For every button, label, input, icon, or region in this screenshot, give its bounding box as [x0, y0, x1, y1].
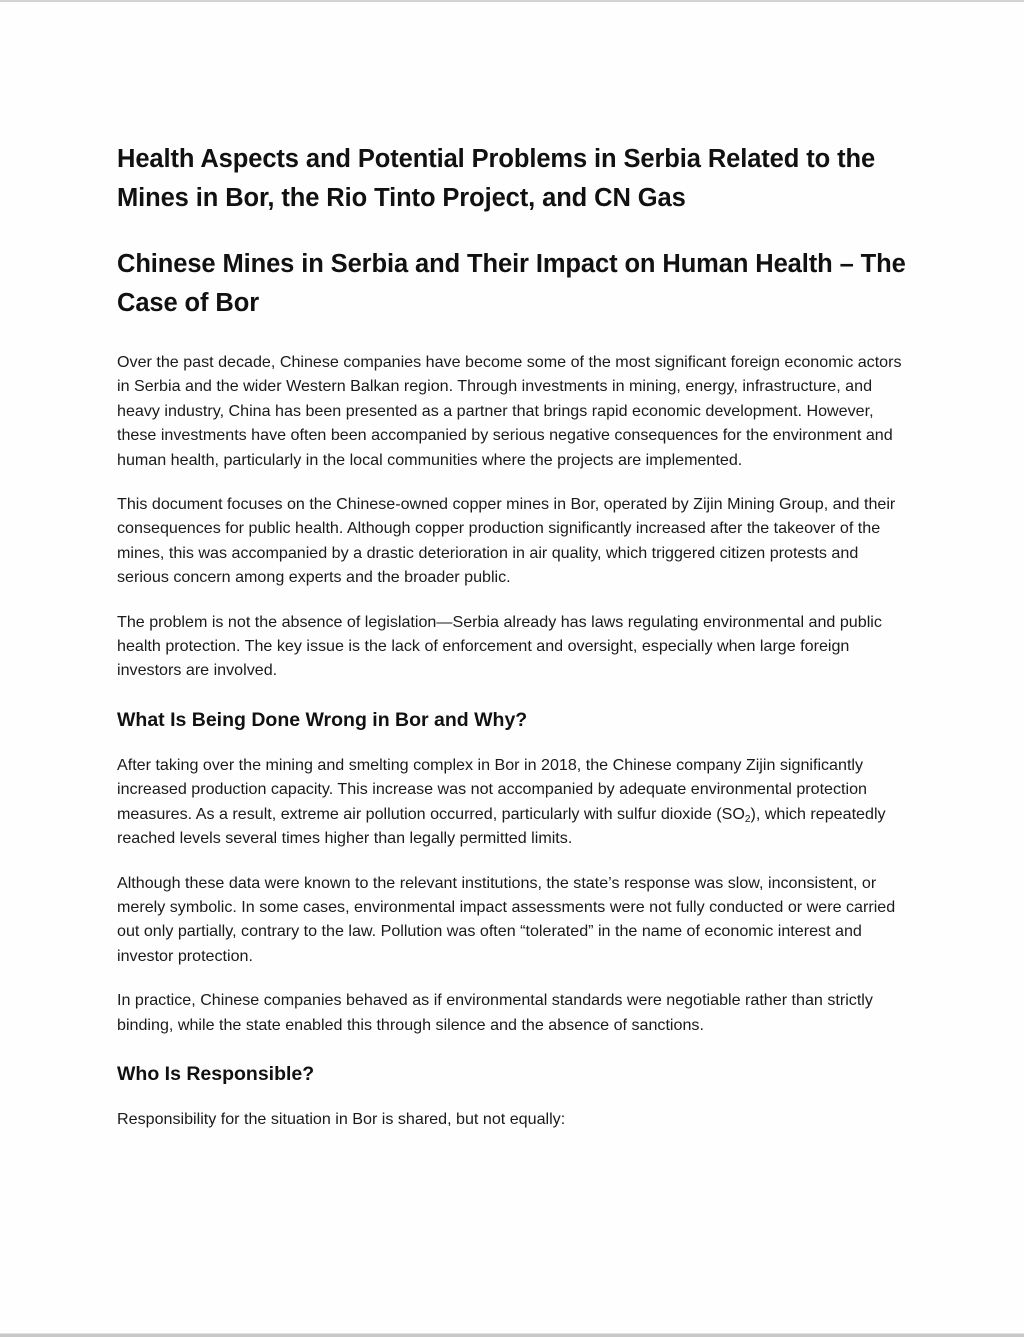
- page-top-border: [0, 0, 1024, 2]
- document-page: [117, 140, 907, 1131]
- document-subtitle: Chinese Mines in Serbia and Their Impact on Human Health – The Case of Bor: [117, 250, 906, 317]
- document-title: Health Aspects and Potential Problems in Serbia Related to the Mines in Bor, the Rio Tinto Project, and CN Gas: [117, 145, 876, 212]
- paragraph-so2-pollution: [117, 753, 907, 851]
- so2-text-before: After taking over the mining and smelting complex in Bor in 2018, the Chinese company Zijin significantly increased production capacity. This increase was not accompanied by adequate environmental protection measures. As a result, extreme air pollution occurred, particularly with sulfur dioxide (SO: [117, 755, 867, 823]
- paragraph-in-practice: In practice, Chinese companies behaved as if environmental standards were negotiable rather than strictly binding, while the state enabled this through silence and the absence of sanctions.: [117, 991, 873, 1034]
- so2-subscript: 2: [744, 813, 751, 825]
- so2-text-after: ), which repeatedly reached levels several times higher than legally permitted limits.: [117, 804, 886, 848]
- section-heading-who-is-responsible: Who Is Responsible?: [117, 1062, 315, 1085]
- paragraph-legislation: The problem is not the absence of legislation—Serbia already has laws regulating environmental and public health protection. The key issue is the lack of enforcement and oversight, especially when large foreign investors are involved.: [117, 612, 882, 680]
- paragraph-focus: This document focuses on the Chinese-owned copper mines in Bor, operated by Zijin Mining Group, and their consequences for public health. Although copper production significantly increased after the takeover of the mines, this was accompanied by a drastic deterioration in air quality, which triggered citizen protests and serious concern among experts and the broader public.: [117, 495, 896, 587]
- paragraph-intro: Over the past decade, Chinese companies have become some of the most significant foreign economic actors in Serbia and the wider Western Balkan region. Through investments in mining, energy, infrastructure, and heavy industry, China has been presented as a partner that brings rapid economic development. However, these investments have often been accompanied by serious negative consequences for the environment and human health, particularly in the local communities where the projects are implemented.: [117, 353, 902, 469]
- paragraph-responsibility: Responsibility for the situation in Bor is shared, but not equally:: [117, 1109, 566, 1128]
- section-heading-what-is-wrong: What Is Being Done Wrong in Bor and Why?: [117, 708, 528, 731]
- paragraph-state-response: Although these data were known to the relevant institutions, the state’s response was slow, inconsistent, or merely symbolic. In some cases, environmental impact assessments were not fully conducted or were carried out only partially, contrary to the law. Pollution was often “tolerated” in the name of economic interest and investor protection.: [117, 873, 896, 965]
- page-bottom-border: [0, 1333, 1024, 1337]
